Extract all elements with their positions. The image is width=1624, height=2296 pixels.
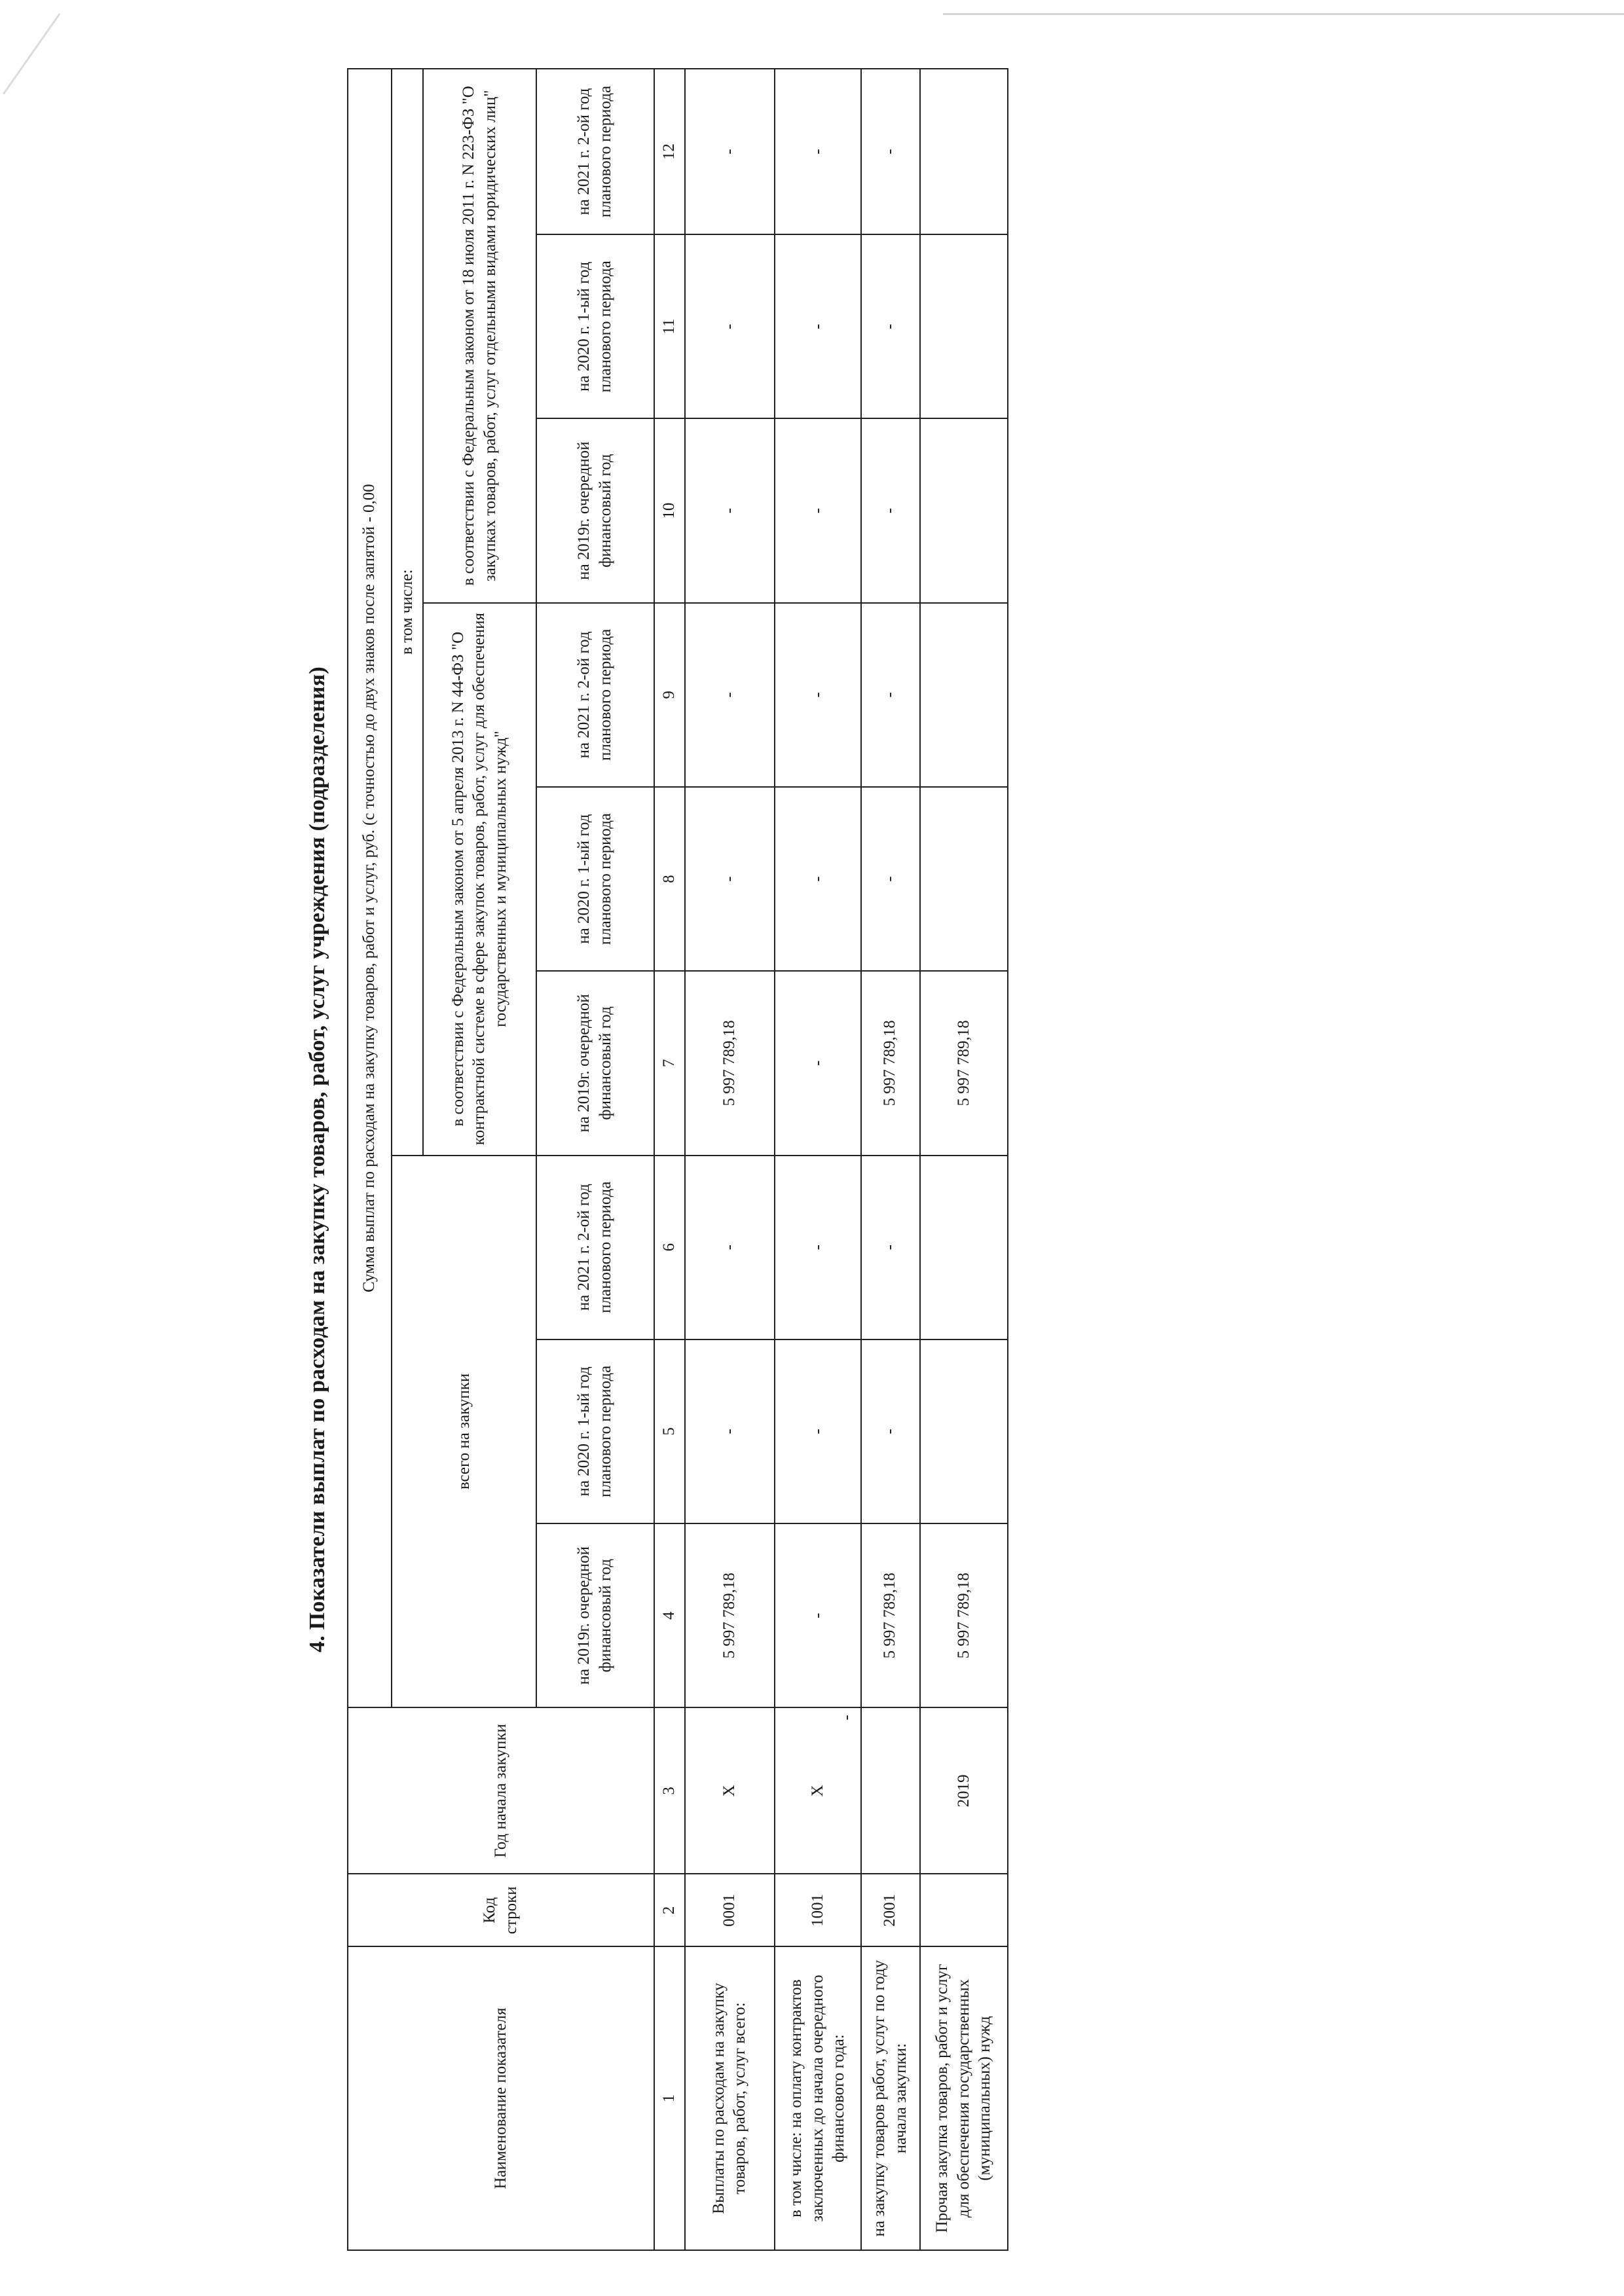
header-fz44-2019: на 2019г. очередной финансовый год: [536, 971, 654, 1155]
row-value-fz223-2021: -: [861, 69, 920, 234]
row-start-year: 2019: [920, 1707, 1008, 1874]
row-value-total-2019: 5 997 789,18: [920, 1523, 1008, 1707]
table-row: [685, 69, 775, 2250]
row-code: 0001: [685, 1874, 775, 1946]
row-start-year: [861, 1707, 920, 1874]
col-number: 5: [654, 1339, 686, 1523]
table-row: [775, 69, 861, 2250]
row-indicator: в том числе: на оплату контрактов заключенных до начала очередного финансового года:: [775, 1946, 861, 2250]
row-value-fz223-2021: -: [685, 69, 775, 234]
row-value-fz223-2021: [920, 69, 1008, 234]
row-value-total-2021: [920, 1156, 1008, 1339]
row-value-fz223-2021: -: [775, 69, 861, 234]
row-start-year-value: Х: [808, 1785, 826, 1797]
row-value-total-2020: [920, 1339, 1008, 1523]
row-value-fz223-2020: -: [861, 234, 920, 418]
header-fz44: в соответствии с Федеральным законом от 5 апреля 2013 г. N 44-ФЗ "О контрактной системе в сфере закупок товаров, работ, услуг для обеспечения государственных и муниципальных нужд": [423, 603, 537, 1156]
payments-table: [347, 68, 1008, 2251]
row-value-fz44-2020: -: [685, 787, 775, 971]
column-number-row: [654, 69, 686, 2250]
row-value-total-2020: -: [775, 1339, 861, 1523]
col-number: 12: [654, 69, 686, 234]
row-start-year-dash: -: [838, 1715, 856, 1721]
row-value-fz223-2020: -: [775, 234, 861, 418]
row-value-fz44-2021: -: [685, 603, 775, 787]
header-row-1: [348, 69, 392, 2250]
row-start-year: [775, 1707, 861, 1874]
header-total-2021: на 2021 г. 2-ой год планового периода: [536, 1156, 654, 1339]
header-total-procurement: всего на закупки: [392, 1156, 536, 1708]
row-value-fz223-2019: -: [775, 418, 861, 602]
row-value-fz223-2020: -: [685, 234, 775, 418]
header-payments-sum: Сумма выплат по расходам на закупку товаров, работ и услуг, руб. (с точностью до двух знаков после запятой - 0,00: [348, 69, 392, 1707]
row-indicator: Выплаты по расходам на закупку товаров, работ, услуг всего:: [685, 1946, 775, 2250]
col-number: 7: [654, 971, 686, 1155]
row-value-fz44-2020: -: [861, 787, 920, 971]
header-fz223: в соответствии с Федеральным законом от 18 июля 2011 г. N 223-ФЗ "О закупках товаров, работ, услуг отдельными видами юридических лиц": [423, 69, 537, 603]
row-value-fz223-2020: [920, 234, 1008, 418]
col-number: 4: [654, 1523, 686, 1707]
col-number: 2: [654, 1874, 686, 1946]
col-number: 6: [654, 1156, 686, 1339]
row-value-fz223-2019: -: [861, 418, 920, 602]
col-number: 9: [654, 603, 686, 787]
row-code: 2001: [861, 1874, 920, 1946]
row-indicator: на закупку товаров работ, услуг по году начала закупки:: [861, 1946, 920, 2250]
header-fz223-2020: на 2020 г. 1-ый год планового периода: [536, 234, 654, 418]
rotated-sheet: [288, 68, 1008, 2251]
header-fz223-2021: на 2021 г. 2-ой год планового периода: [536, 69, 654, 234]
row-value-fz44-2021: [920, 603, 1008, 787]
header-total-2019: на 2019г. очередной финансовый год: [536, 1523, 654, 1707]
header-including: в том числе:: [392, 69, 423, 1156]
row-code: [920, 1874, 1008, 1946]
col-number: 10: [654, 418, 686, 602]
header-fz223-2019: на 2019г. очередной финансовый год: [536, 418, 654, 602]
col-number: 1: [654, 1946, 686, 2250]
header-start-year: Год начала закупки: [348, 1707, 654, 1874]
row-value-total-2021: -: [685, 1156, 775, 1339]
header-fz44-2021: на 2021 г. 2-ой год планового периода: [536, 603, 654, 787]
row-indicator: Прочая закупка товаров, работ и услуг для обеспечения государственных (муниципальных) нужд: [920, 1946, 1008, 2250]
row-value-fz44-2021: -: [861, 603, 920, 787]
row-value-fz44-2020: -: [775, 787, 861, 971]
col-number: 11: [654, 234, 686, 418]
row-code: 1001: [775, 1874, 861, 1946]
row-value-total-2021: -: [775, 1156, 861, 1339]
col-number: 8: [654, 787, 686, 971]
header-indicator-name: Наименование показателя: [348, 1946, 654, 2250]
header-row-code: Код строки: [348, 1874, 654, 1946]
table-row: [920, 69, 1008, 2250]
col-number: 3: [654, 1707, 686, 1874]
row-value-fz44-2019: -: [775, 971, 861, 1155]
scan-streak-left: [3, 13, 60, 95]
row-value-total-2021: -: [861, 1156, 920, 1339]
row-value-total-2019: 5 997 789,18: [685, 1523, 775, 1707]
row-value-total-2019: -: [775, 1523, 861, 1707]
row-value-fz223-2019: -: [685, 418, 775, 602]
row-value-fz44-2019: 5 997 789,18: [685, 971, 775, 1155]
page-title: 4. Показатели выплат по расходам на закупку товаров, работ, услуг учреждения (подразделения): [305, 666, 329, 1652]
scan-streak-top: [943, 13, 1624, 15]
table-row: [861, 69, 920, 2250]
row-value-fz44-2021: -: [775, 603, 861, 787]
row-value-total-2019: 5 997 789,18: [861, 1523, 920, 1707]
row-value-fz44-2020: [920, 787, 1008, 971]
row-value-total-2020: -: [685, 1339, 775, 1523]
row-value-total-2020: -: [861, 1339, 920, 1523]
row-value-fz223-2019: [920, 418, 1008, 602]
row-start-year: Х: [685, 1707, 775, 1874]
row-value-fz44-2019: 5 997 789,18: [861, 971, 920, 1155]
row-value-fz44-2019: 5 997 789,18: [920, 971, 1008, 1155]
header-fz44-2020: на 2020 г. 1-ый год планового периода: [536, 787, 654, 971]
header-total-2020: на 2020 г. 1-ый год планового периода: [536, 1339, 654, 1523]
